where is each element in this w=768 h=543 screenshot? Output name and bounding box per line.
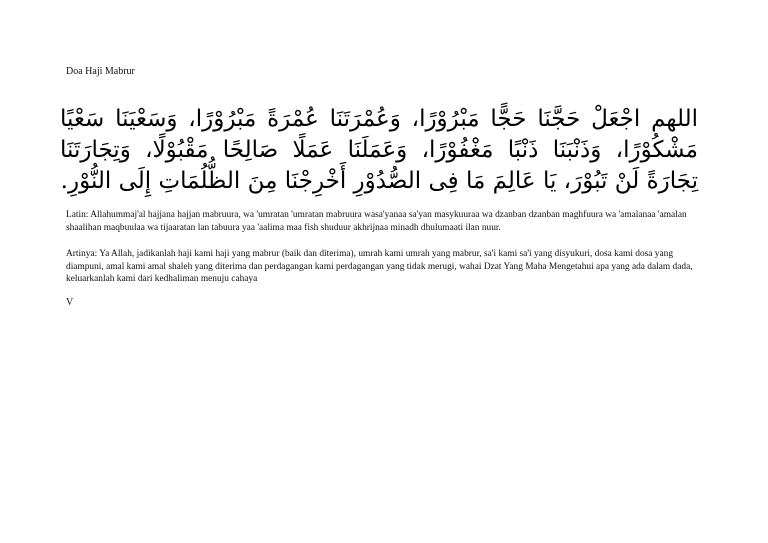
latin-transliteration: Latin: Allahummaj'al hajjana hajjan mabruura, wa 'umratan 'umratan mabruura wasa'yanaa sa'yan masykuuraa wa dzanban dzanban maghfuura wa 'amalanaa 'amalan shaalihan maqbuulaa wa tijaaratan lan tabuura yaa 'aalima maa fish shuduur akhrijnaa minadh dhulumaati ilan nuur. [66, 210, 687, 233]
arabic-prayer-text: اللهم اجْعَلْ حَجَّنَا حَجًّا مَبْرُوْرًا، وَعُمْرَتَنَا عُمْرَةً مَبْرُوْرًا، وَسَعْيَنَا سَعْيًا مَشْكُوْرًا، وَذَنْبَنَا ذَنْبًا مَغْفُوْرًا، وَعَمَلَنَا عَمَلًا صَالِحًا مَقْبُوْلًا، وَتِجَارَتَنَا تِجَارَةً لَنْ تَبُوْرَ، يَا عَالِمَ مَا فِى الصُّدُوْرِ أَخْرِجْنَا مِنَ الظُّلُمَاتِ إِلَى النُّوْرِ. [60, 106, 698, 194]
trailing-letter: V [66, 297, 74, 308]
document-title: Doa Haji Mabrur [66, 66, 135, 77]
indonesian-translation: Artinya: Ya Allah, jadikanlah haji kami haji yang mabrur (baik dan diterima), umrah kami umrah yang mabrur, sa'i kami sa'i yang disyukuri, dosa kami dosa yang diampuni, amal kami amal shaleh yang diterima dan perdagangan kami perdagangan yang tidak merugi, wahai Dzat Yang Maha Mengetahui apa yang ada dalam dada, keluarkanlah kami dari kedhaliman menuju cahaya [66, 249, 693, 284]
